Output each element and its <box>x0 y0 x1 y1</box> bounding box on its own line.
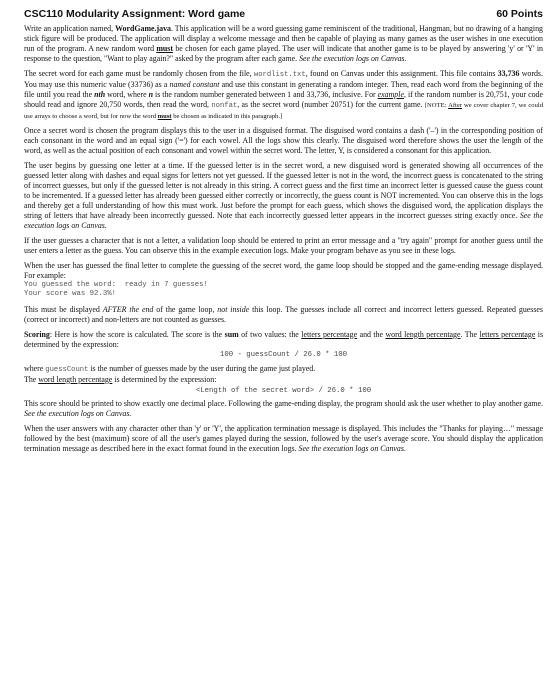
text: The user begins by guessing one letter at a time. If the guessed letter is in the secret word, a new disguised word is generated showing all occurrences of the guessed letter along with dashes and equal signs for letters not yet guessed. If the guessed letter is not in the word, the incorrect guess is concatenated to the string of incorrect guesses, but only if the guessed letter is not already in this string. A correct guess and the first time an incorrect letter is guessed cause the guess count to be incremented. If a guessed letter has already been guessed either correctly or incorrectly, the guess count is NOT incremented. You can observe this in the logs and thereby get a full understanding of how this must work. Just before the prompt for each guess, which shows the disguised word, the application displays the string of letters that have already been incorrectly guessed. Note that each incorrectly guessed letter appears in the incorrect guesses string exactly once. <box>24 161 543 220</box>
sum-term: sum <box>224 329 239 339</box>
note-after: After <box>448 102 463 109</box>
text: words. You may use this numeric value (33736) as a <box>24 69 543 90</box>
text: word, where <box>105 90 149 100</box>
see-logs-note: See the execution logs on Canvas. <box>24 408 132 418</box>
text: we cover chapter 7, we could use arrays to choose a word, but for now the word <box>24 102 543 121</box>
paragraph-secret-word <box>24 69 543 121</box>
text: : Here is how the score is calculated. The score is the <box>49 329 225 339</box>
text: be chosen for each game played. The user will indicate that another game is to be played by answering 'y' or 'Y' in response to the question, "Want to play again?" asked by the program after each game. <box>24 44 543 64</box>
after-end-emphasis: AFTER the end <box>102 304 154 314</box>
named-constant-term: named constant <box>169 80 220 90</box>
paragraph-intro <box>24 24 543 64</box>
n-variable: n <box>148 90 153 100</box>
example-term: example <box>377 90 404 100</box>
text: The secret word for each game must be randomly chosen from the file, <box>24 69 254 79</box>
text: is the number of guesses made by the user during the game just played. <box>88 363 316 373</box>
nth-term: nth <box>94 90 106 100</box>
paragraph-game-end: When the user has guessed the final letter to complete the guessing of the secret word, the game loop should be stopped and the game-ending message displayed. For example: <box>24 260 543 280</box>
wordlist-filename: wordlist.txt <box>253 71 306 80</box>
document-title: CSC110 Modularity Assignment: Word game <box>24 8 246 20</box>
see-logs-note: See the execution logs on Canvas. <box>299 54 407 64</box>
document-header <box>24 8 543 21</box>
text: [NOTE: <box>424 102 449 109</box>
example-word: nonfat <box>211 102 238 110</box>
text: is determined by the expression: <box>112 374 217 384</box>
text: of the game loop, <box>153 304 218 314</box>
text: The <box>24 374 39 384</box>
text: and the <box>357 329 386 339</box>
word-length-percentage-term: word length percentage <box>385 329 461 339</box>
paragraph-after-loop <box>24 305 543 325</box>
not-inside-emphasis: not inside <box>217 304 250 314</box>
paragraph-termination <box>24 424 543 454</box>
text: When the user answers with any character other than 'y' or 'Y', the application termination message is displayed. This includes the "Thanks for playing…" message followed by the best (maximum) score of all the user's games played during the session, followed by the user's average score. You should display the application termination message as described here in the exact format found in the execution logs. <box>24 423 543 453</box>
text: be chosen as indicated in this paragraph.] <box>171 113 283 121</box>
letters-percentage-term: letters percentage <box>301 329 358 339</box>
see-logs-note: See the execution logs on Canvas. <box>298 443 406 453</box>
see-logs-note: See the execution logs on Canvas. <box>24 210 544 230</box>
letters-percentage-expression: 100 - guessCount / 26.0 * 100 <box>220 351 347 360</box>
text: this loop. The guesses include all correct and incorrect letters guessed. Repeated guesses (correct or incorrect) and non-letters are not counted as guesses. <box>24 304 543 324</box>
text: . The <box>460 329 480 339</box>
text: is the random number generated between 1 and 33,736, inclusive. For <box>153 90 378 100</box>
text: is determined by the expression: <box>24 329 544 349</box>
text: , found on Canvas under this assignment. This file contains <box>305 69 498 79</box>
paragraph-score-print <box>24 399 543 419</box>
example-output <box>24 281 543 300</box>
text: , as the secret word (number 20751) for the current game. <box>237 100 425 109</box>
paragraph-disguised-word: Once a secret word is chosen the program displays this to the user in a disguised format. The disguised word contains a dash ('–') in the corresponding position of each consonant in the word and an equal sign ('=') for each vowel. All the logs show this clearly. The disguised word therefore shows the user the length of the word, as well as the actual position of each consonant and vowel within the secret word. The letter, Y, is considered a consonant for this application. <box>24 126 543 156</box>
text: Write an application named, <box>24 24 116 34</box>
text: where <box>24 363 46 373</box>
paragraph-validation: If the user guesses a character that is not a letter, a validation loop should be entered to print an error message and a "try again" prompt for another guess until the user enters a letter as the guess. You can observe this in the example execution logs. Make your program behave as you see in these logs. <box>24 235 543 255</box>
paragraph-scoring <box>24 330 543 350</box>
guesscount-variable: guessCount <box>45 365 89 374</box>
filename-bold: WordGame.java <box>115 24 171 34</box>
text: and use this constant in generating a random integer. Then, read each word from the beginning of the file until you read the <box>24 80 543 100</box>
paragraph-guessing <box>24 161 543 231</box>
points-label: 60 Points <box>496 8 543 20</box>
code-line: You guessed the word: ready in 7 guesses! <box>24 280 208 289</box>
text: . This application will be a word guessing game reminiscent of the traditional, Hangman, but no drawing of a hanging stick figure will be produced. The application will display a welcome message and then be capable of playing as many games as the user wishes in one execution run of the program. A new random word <box>24 24 544 54</box>
paragraph-guesscount <box>24 364 543 385</box>
text: This must be displayed <box>24 304 103 314</box>
word-length-expression: <Length of the secret word> / 26.0 * 100 <box>195 386 372 395</box>
word-count: 33,736 <box>497 69 520 79</box>
text: , if the random number is 20,751, your code should read and ignore 20,750 words, then read the word, <box>24 90 543 109</box>
code-line: Your score was 92.3%! <box>24 290 116 299</box>
scoring-label: Scoring <box>24 329 50 339</box>
letters-percentage-term: letters percentage <box>479 329 536 339</box>
note-must: must <box>157 113 172 121</box>
word-length-percentage-term: word length percentage <box>38 374 113 384</box>
text: This score should be printed to show exactly one decimal place. Following the game-ending display, the program should ask the user whether to play another game. <box>24 398 543 408</box>
emphasis-must: must <box>156 44 174 54</box>
text: of two values: the <box>238 329 302 339</box>
